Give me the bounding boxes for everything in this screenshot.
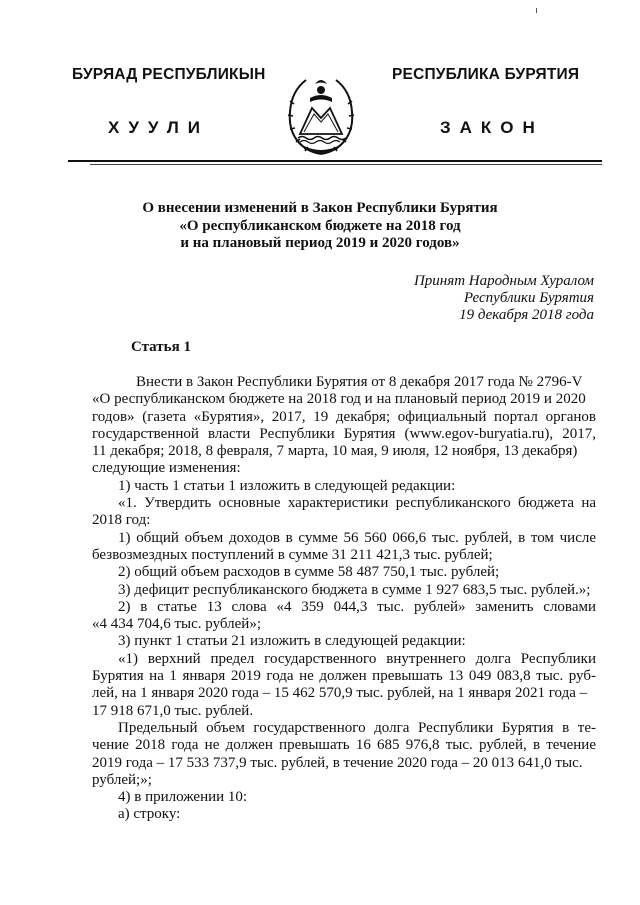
coat-of-arms-emblem	[284, 74, 358, 156]
law-title-line: «О республиканском бюджете на 2018 год	[179, 217, 461, 234]
body-line: государственной власти Республики Бурятия (www.egov-buryatia.ru), 2017,	[92, 425, 596, 442]
body-line: следующие изменения:	[92, 460, 241, 477]
body-line: безвозмездных поступлений в сумме 31 211 421,3 тыс. рублей;	[92, 546, 493, 563]
header-left-doc-type: ХУУЛИ	[108, 118, 209, 137]
scan-mark	[536, 8, 537, 13]
body-line: «4 434 704,6 тыс. рублей»;	[92, 616, 261, 633]
header-left-name: БУРЯАД РЕСПУБЛИКЫН	[72, 66, 266, 83]
body-line: 11 декабря; 2018, 8 февраля, 7 марта, 10 мая, 9 июля, 12 ноября, 13 декабря)	[92, 443, 578, 460]
adoption-note-line: 19 декабря 2018 года	[459, 307, 594, 324]
body-line: 2019 года – 17 533 737,9 тыс. рублей, в течение 2020 года – 20 013 641,0 тыс.	[92, 754, 583, 771]
body-line: Внести в Закон Республики Бурятия от 8 декабря 2017 года № 2796-V	[136, 374, 583, 390]
body-line: рублей;»;	[92, 771, 152, 788]
body-line: а) строку:	[118, 806, 181, 823]
body-line: Предельный объем государственного долга Республики Бурятия в те-	[118, 719, 596, 736]
body-line: 2) в статье 13 слова «4 359 044,3 тыс. рублей» заменить словами	[118, 598, 596, 615]
body-line: 17 918 671,0 тыс. рублей.	[92, 702, 254, 719]
article-heading: Статья 1	[131, 339, 191, 355]
body-line: лей, на 1 января 2020 года – 15 462 570,9 тыс. рублей, на 1 января 2021 года –	[92, 685, 588, 702]
article-body	[92, 374, 596, 824]
law-title-line: О внесении изменений в Закон Республики Бурятия	[142, 200, 498, 216]
body-line: 3) пункт 1 статьи 21 изложить в следующей редакции:	[118, 633, 466, 650]
law-title-line: и на плановый период 2019 и 2020 годов»	[180, 235, 460, 251]
law-title	[80, 200, 560, 253]
body-line: Бурятия на 1 января 2019 года не должен превышать 13 049 083,8 тыс. руб-	[92, 668, 596, 685]
body-line: 1) часть 1 статьи 1 изложить в следующей редакции:	[118, 477, 456, 494]
body-line: 2018 год:	[92, 512, 151, 529]
body-line: 1) общий объем доходов в сумме 56 560 066,6 тыс. рублей, в том числе	[118, 529, 596, 546]
body-line: годов» (газета «Бурятия», 2017, 19 декабря; официальный портал органов	[92, 408, 596, 425]
body-line: «1) верхний предел государственного внутреннего долга Республики	[118, 650, 596, 667]
body-line: 2) общий объем расходов в сумме 58 487 750,1 тыс. рублей;	[118, 564, 500, 581]
header-right-doc-type: ЗАКОН	[440, 118, 544, 137]
body-line: «О республиканском бюджете на 2018 год и на плановый период 2019 и 2020	[92, 391, 586, 408]
body-line: 3) дефицит республиканского бюджета в сумме 1 927 683,5 тыс. рублей.»;	[118, 581, 591, 598]
header-right-name: РЕСПУБЛИКА БУРЯТИЯ	[392, 66, 580, 83]
body-line: 4) в приложении 10:	[118, 789, 248, 806]
adoption-note-line: Республики Бурятия	[463, 290, 594, 307]
header-divider-thin	[90, 164, 602, 165]
adoption-note-line: Принят Народным Хуралом	[413, 273, 594, 289]
body-line: чение 2018 года не должен превышать 16 685 976,8 тыс. рублей, в течение	[92, 737, 596, 754]
header-divider-thick	[68, 160, 602, 162]
body-line: «1. Утвердить основные характеристики республиканского бюджета на	[118, 495, 596, 512]
adoption-note	[414, 273, 594, 325]
